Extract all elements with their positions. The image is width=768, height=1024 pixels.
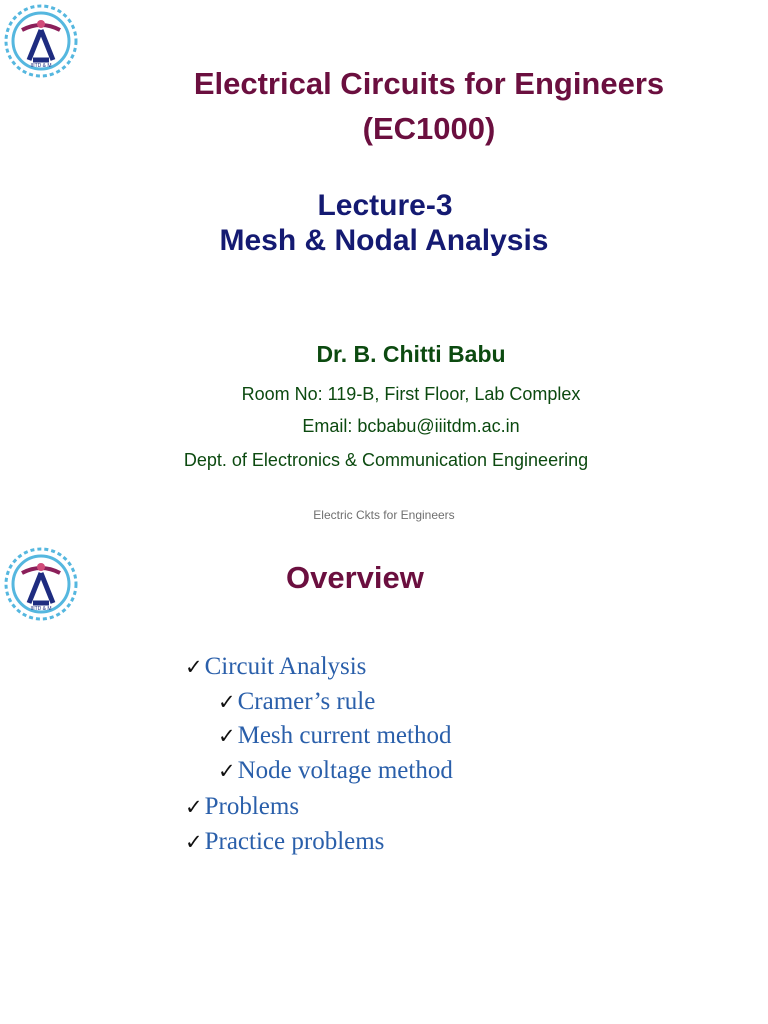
bullet-text: Problems <box>204 793 300 820</box>
bullet-problems <box>185 793 299 821</box>
bullet-text: Node voltage method <box>237 757 453 784</box>
checkmark-icon: ✓ <box>218 690 236 714</box>
checkmark-icon: ✓ <box>218 724 236 748</box>
institute-logo-icon <box>0 543 82 625</box>
bullet-text: Cramer’s rule <box>237 688 376 715</box>
email-info: Email: bcbabu@iiitdm.ac.in <box>302 416 520 436</box>
bullet-circuit-analysis <box>185 653 366 681</box>
course-code: (EC1000) <box>362 111 496 146</box>
overview-heading: Overview <box>286 560 424 595</box>
bullet-practice-problems <box>185 828 384 856</box>
lecture-topic: Mesh & Nodal Analysis <box>219 224 549 257</box>
checkmark-icon: ✓ <box>185 655 203 679</box>
checkmark-icon: ✓ <box>185 795 203 819</box>
department-info: Dept. of Electronics & Communication Engineering <box>183 450 589 470</box>
bullet-text: Practice problems <box>204 828 385 855</box>
svg-text:IIITD & M: IIITD & M <box>30 63 52 69</box>
slide-footer: Electric Ckts for Engineers <box>313 508 455 522</box>
checkmark-icon: ✓ <box>185 830 203 854</box>
svg-text:IIITD & M: IIITD & M <box>30 606 52 612</box>
bullet-mesh-current <box>218 722 451 750</box>
lecture-number: Lecture-3 <box>317 189 453 222</box>
bullet-node-voltage <box>218 757 453 785</box>
checkmark-icon: ✓ <box>218 759 236 783</box>
bullet-cramers-rule <box>218 688 375 716</box>
bullet-text: Circuit Analysis <box>204 653 367 680</box>
room-info: Room No: 119-B, First Floor, Lab Complex <box>241 384 581 404</box>
bullet-text: Mesh current method <box>237 722 452 749</box>
course-title: Electrical Circuits for Engineers <box>193 66 665 101</box>
author-name: Dr. B. Chitti Babu <box>316 341 506 367</box>
